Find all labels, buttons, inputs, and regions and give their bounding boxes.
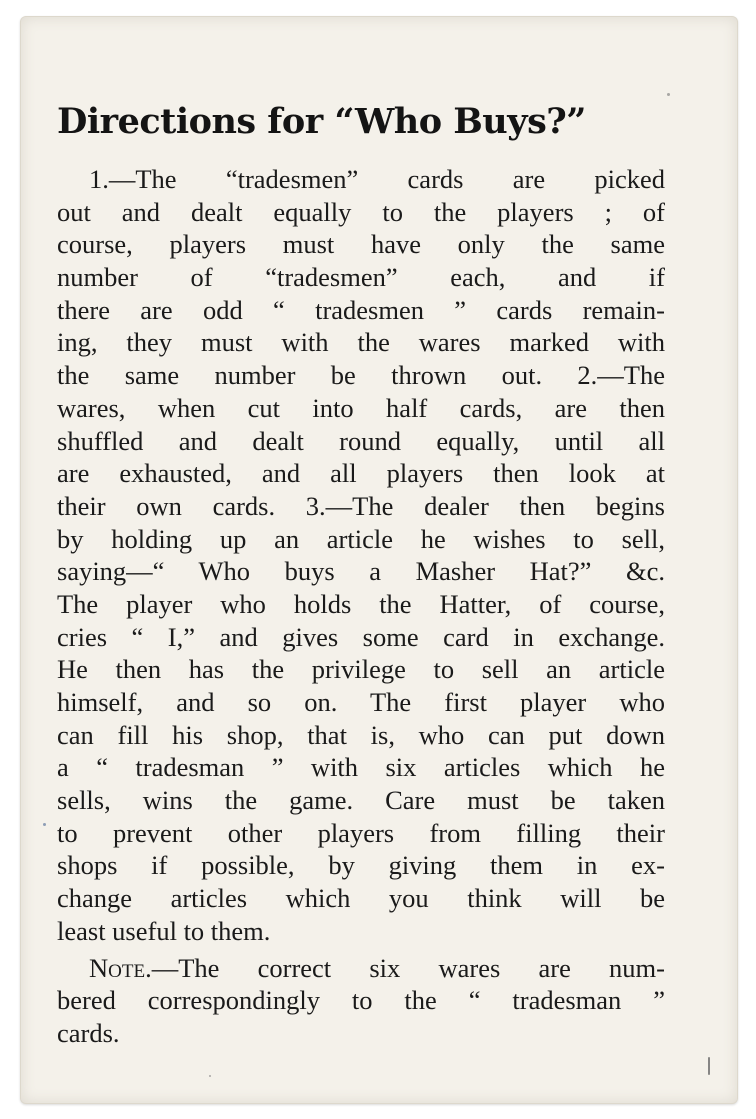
- directions-line: out and dealt equally to the players ; of: [57, 196, 665, 227]
- directions-line: a “ tradesman ” with six articles which he: [57, 752, 665, 783]
- directions-line: wares, when cut into half cards, are then: [57, 392, 665, 423]
- directions-line: least useful to them.: [57, 915, 271, 946]
- directions-line: 1.—The “tradesmen” cards are picked: [89, 164, 665, 194]
- directions-line: there are odd “ tradesmen ” cards remain-: [57, 294, 665, 325]
- card-title: Directions for “Who Buys?”: [57, 101, 586, 142]
- directions-line: to prevent other players from filling their: [57, 817, 665, 848]
- directions-text: [57, 163, 665, 1050]
- note-text: —The correct six wares are num-: [151, 952, 665, 983]
- ink-speck: [209, 1075, 211, 1077]
- note-label: Note.: [89, 952, 152, 983]
- note-line: bered correspondingly to the “ tradesman ”: [57, 985, 665, 1016]
- directions-line: cries “ I,” and gives some card in exchange.: [57, 621, 665, 652]
- ink-speck: [708, 1057, 710, 1075]
- directions-line: He then has the privilege to sell an article: [57, 654, 665, 685]
- ink-speck: [43, 823, 46, 826]
- note-line: cards.: [57, 1017, 120, 1048]
- directions-line: their own cards. 3.—The dealer then begins: [57, 490, 665, 521]
- directions-line: number of “tradesmen” each, and if: [57, 262, 665, 293]
- directions-line: himself, and so on. The first player who: [57, 687, 665, 717]
- directions-line: the same number be thrown out. 2.—The: [57, 360, 665, 391]
- directions-line: are exhausted, and all players then look at: [57, 458, 665, 489]
- game-card: [20, 16, 738, 1104]
- note-line: [57, 952, 665, 985]
- directions-line: by holding up an article he wishes to sell,: [57, 523, 665, 554]
- directions-line: change articles which you think will be: [57, 883, 665, 914]
- directions-line: The player who holds the Hatter, of course,: [57, 588, 665, 619]
- ink-speck: [667, 93, 670, 96]
- directions-line: shuffled and dealt round equally, until all: [57, 425, 665, 456]
- directions-line: saying—“ Who buys a Masher Hat?” &c.: [57, 556, 665, 587]
- directions-line: sells, wins the game. Care must be taken: [57, 785, 665, 816]
- directions-line: shops if possible, by giving them in ex-: [57, 850, 665, 881]
- directions-line: course, players must have only the same: [57, 229, 665, 260]
- directions-line: ing, they must with the wares marked with: [57, 327, 665, 358]
- directions-line: can fill his shop, that is, who can put down: [57, 719, 665, 750]
